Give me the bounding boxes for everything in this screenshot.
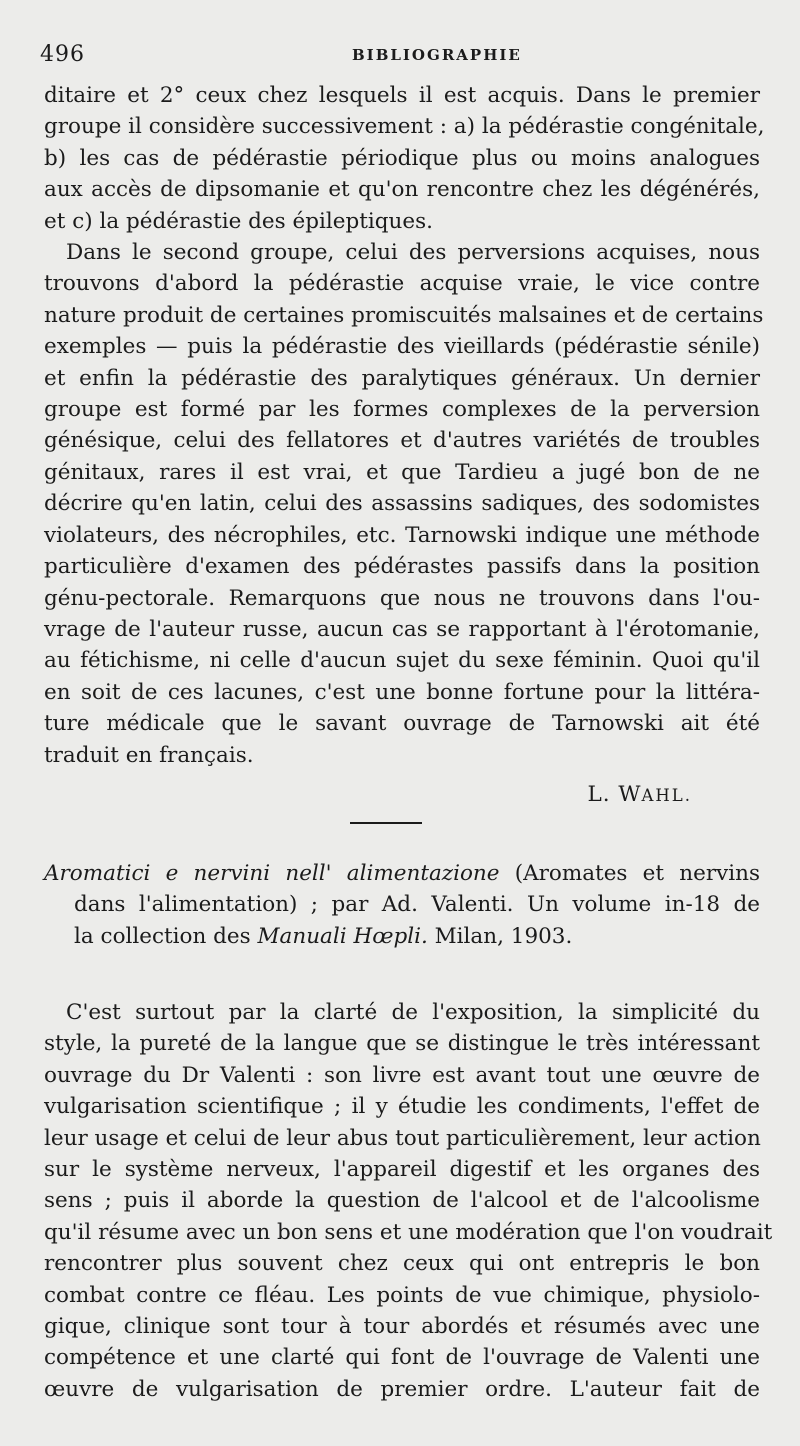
text-line: et enfin la pédérastie des paralytiques généraux. Un dernier — [44, 365, 760, 391]
text-line: ouvrage du Dr Valenti : son livre est avant tout une œuvre de — [44, 1062, 760, 1088]
text-line: C'est surtout par la clarté de l'exposition, la simplicité du — [66, 1000, 760, 1025]
title-line: la collection des Manuali Hœpli. Milan, 1903. — [74, 923, 573, 949]
text-line: rencontrer plus souvent chez ceux qui ont entrepris le bon — [44, 1251, 760, 1277]
text-line: trouvons d'abord la pédérastie acquise vraie, le vice contre — [44, 271, 760, 297]
text-line: décrire qu'en latin, celui des assassins sadiques, des sodomistes — [44, 491, 760, 517]
page-header — [40, 42, 760, 72]
text-line: particulière d'examen des pédérastes passifs dans la position — [44, 554, 760, 580]
text-line: en soit de ces lacunes, c'est une bonne fortune pour la littéra- — [44, 679, 760, 705]
text-line: œuvre de vulgarisation de premier ordre. L'auteur fait de — [44, 1376, 760, 1402]
text-line: ture médicale que le savant ouvrage de Tarnowski ait été — [44, 711, 760, 737]
text-line: vulgarisation scientifique ; il y étudie les condiments, l'effet de — [44, 1094, 760, 1120]
text-line: sur le système nerveux, l'appareil digestif et les organes des — [44, 1157, 760, 1183]
text-line: groupe est formé par les formes complexes de la perversion — [44, 397, 760, 423]
text-line: nature produit de certaines promiscuités malsaines et de certains — [44, 302, 764, 328]
text-line: combat contre ce fléau. Les points de vue chimique, physiolo- — [44, 1282, 760, 1308]
text-line: gique, clinique sont tour à tour abordés et résumés avec une — [44, 1314, 760, 1340]
text-line: aux accès de dipsomanie et qu'on rencontre chez les dégénérés, — [44, 177, 760, 203]
text-line: au fétichisme, ni celle d'aucun sujet du sexe féminin. Quoi qu'il — [44, 648, 760, 674]
text-line: leur usage et celui de leur abus tout particulièrement, leur action — [44, 1125, 761, 1151]
section-divider — [350, 822, 422, 824]
text-line: sens ; puis il aborde la question de l'alcool et de l'alcoolisme — [44, 1188, 760, 1214]
page-number: 496 — [40, 42, 85, 67]
text-line: traduit en français. — [44, 742, 254, 768]
title-line: dans l'alimentation) ; par Ad. Valenti. Un volume in-18 de — [74, 892, 760, 918]
text-line: style, la pureté de la langue que se distingue le très intéressant — [44, 1031, 760, 1057]
review-signature: L. WAHL. — [587, 782, 692, 807]
text-line: Dans le second groupe, celui des perversions acquises, nous — [66, 240, 760, 266]
review-valenti-body — [44, 997, 773, 1405]
review-valenti-title — [44, 858, 760, 952]
text-line: violateurs, des nécrophiles, etc. Tarnowski indique une méthode — [44, 522, 760, 548]
text-line: et c) la pédérastie des épileptiques. — [44, 208, 433, 234]
text-line: génitaux, rares il est vrai, et que Tardieu a jugé bon de ne — [44, 459, 760, 485]
collection-name-italic: Manuali Hœpli. — [257, 923, 428, 949]
text-line: vrage de l'auteur russe, aucun cas se rapportant à l'érotomanie, — [44, 616, 760, 642]
text-line: génésique, celui des fellatores et d'autres variétés de troubles — [44, 428, 760, 454]
text-line: groupe il considère successivement : a) la pédérastie congénitale, — [44, 114, 765, 140]
text-line: compétence et une clarté qui font de l'ouvrage de Valenti une — [44, 1345, 760, 1371]
text-line: b) les cas de pédérastie périodique plus ou moins analogues — [44, 145, 760, 171]
text-line: génu-pectorale. Remarquons que nous ne trouvons dans l'ou- — [44, 585, 760, 611]
text-line: qu'il résume avec un bon sens et une modération que l'on voudrait — [44, 1219, 773, 1245]
review-wahl-body — [44, 80, 765, 771]
title-line: Aromatici e nervini nell' alimentazione (Aromates et nervins — [44, 861, 760, 886]
running-head: BIBLIOGRAPHIE — [352, 46, 522, 64]
text-line: ditaire et 2° ceux chez lesquels il est acquis. Dans le premier — [44, 83, 760, 108]
book-title-italic: Aromatici e nervini nell' alimentazione — [44, 861, 500, 886]
text-line: exemples — puis la pédérastie des vieillards (pédérastie sénile) — [44, 334, 760, 360]
